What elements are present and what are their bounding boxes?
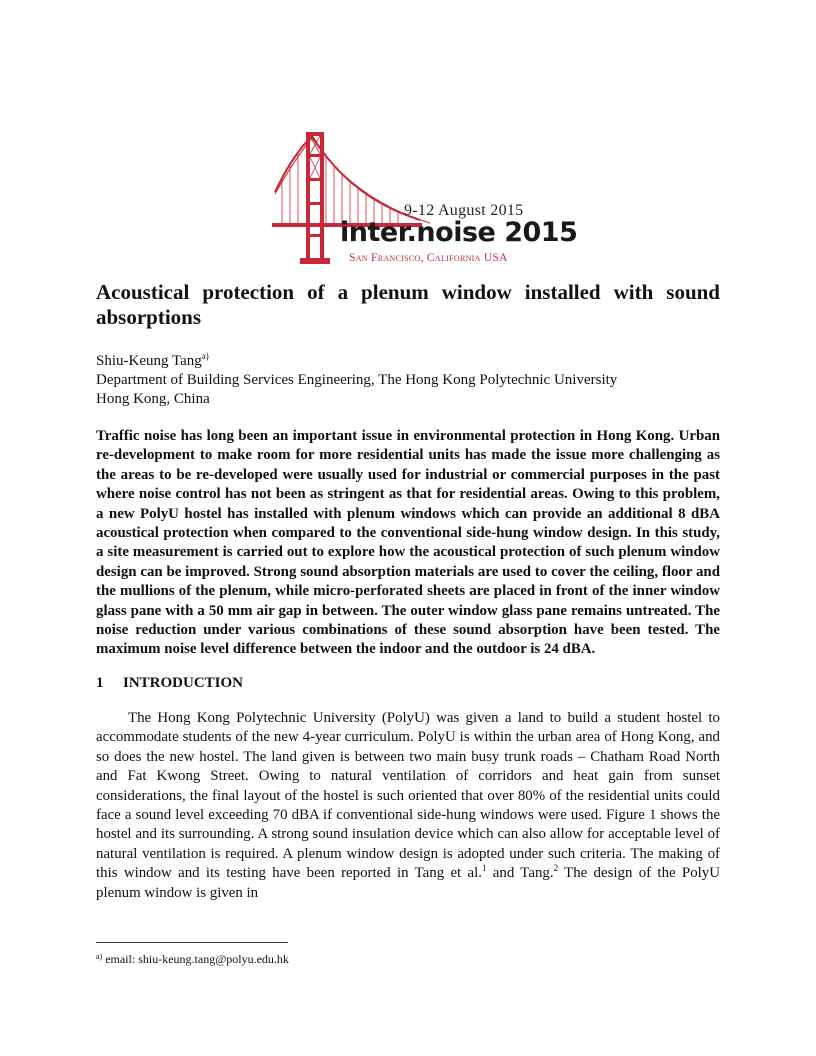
abstract: Traffic noise has long been an important issue in environmental protection in Hong Kong. Urban re-development to make room for more residential units has made the issue more challenging as the areas to be re-developed were usually used for industrial or commercial purposes in the past where noise control has not been as stringent as that for residential areas. Owing to this problem, a new PolyU hostel has installed with plenum windows which can provide an additional 8 dBA acoustical protection when compared to the conventional side-hung window design. In this study, a site measurement is carried out to explore how the acoustical protection of such plenum window design can be improved. Strong sound absorption materials are used to cover the ceiling, floor and the mullions of the plenum, while micro-perforated sheets are placed in front of the inner window glass pane with a 50 mm air gap in between. The outer window glass pane remains untreated. The noise reduction under various combinations of these sound absorption have been tested. The maximum noise level difference between the indoor and the outdoor is 24 dBA. <box>96 428 720 658</box>
footnote-divider <box>96 942 288 943</box>
author-line <box>96 352 720 371</box>
intro-text-part-2: and Tang. <box>486 865 554 882</box>
intro-text-part-3: The design of the PolyU plenum window is given in <box>96 865 720 901</box>
author-footnote-mark: a) <box>201 351 209 361</box>
intro-text-part-1: The Hong Kong Polytechnic University (PolyU) was given a land to build a student hostel to accommodate students of the new 4-year curriculum. PolyU is within the urban area of Hong Kong, and so does the new hostel. The land given is between two main busy trunk roads – Chatham Road North and Fat Kwong Street. Owing to natural ventilation of corridors and heat gain from sunset considerations, the final layout of the hostel is such oriented that over 80% of the residential units could face a sound level exceeding 70 dBA if conventional side-hung windows were used. Figure 1 shows the hostel and its surrounding. A strong sound insulation device which can also allow for acceptable level of natural ventilation is required. A plenum window design is adopted under such criteria. The making of this window and its testing have been reported in Tang et al. <box>96 709 720 882</box>
affiliation-line-2: Hong Kong, China <box>96 391 210 407</box>
footnote <box>96 952 289 967</box>
reference-1: 1 <box>481 863 487 874</box>
author-name: Shiu-Keung Tang <box>96 353 202 369</box>
affiliation-line-1: Department of Building Services Engineering, The Hong Kong Polytechnic University <box>96 372 618 388</box>
reference-2: 2 <box>553 863 559 874</box>
paper-content <box>96 280 720 903</box>
introduction-paragraph <box>96 709 720 903</box>
footnote-mark: a) <box>96 952 103 961</box>
section-title: INTRODUCTION <box>123 674 244 691</box>
event-date: 9-12 August 2015 <box>404 202 524 219</box>
conference-logo <box>270 128 578 268</box>
author-block <box>96 352 720 409</box>
section-heading <box>96 674 720 693</box>
event-location: San Francisco, California USA <box>349 252 508 264</box>
section-number: 1 <box>96 674 104 691</box>
footnote-email: email: shiu-keung.tang@polyu.edu.hk <box>102 952 289 966</box>
paper-title: Acoustical protection of a plenum window installed with sound absorptions <box>96 280 720 329</box>
event-name: inter.noise 2015 <box>340 217 578 248</box>
